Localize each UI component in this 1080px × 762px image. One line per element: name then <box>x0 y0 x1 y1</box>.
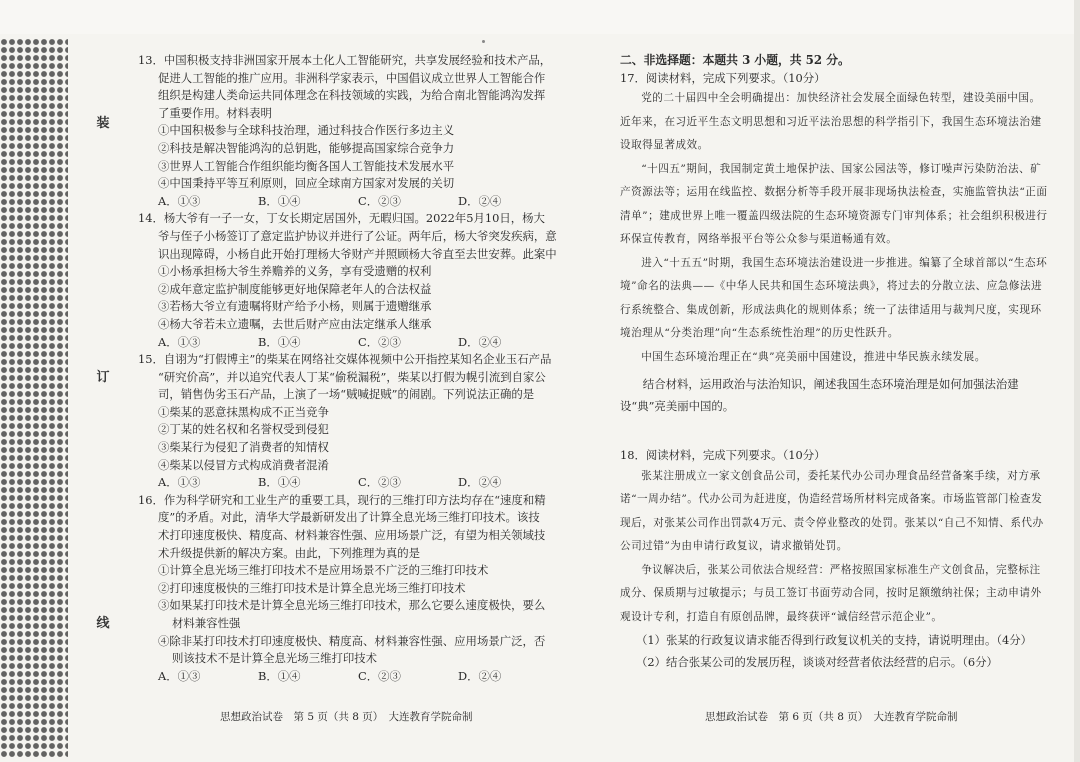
binding-mark-xian: 线 <box>96 616 110 631</box>
question-14 <box>138 210 578 351</box>
q16-option: ②打印速度极快的三维打印技术是计算全息光场三维打印技术 <box>158 580 466 595</box>
footer-right: 思想政治试卷 第 6 页（共 8 页） 大连教育学院命制 <box>705 711 958 723</box>
q16-line: 术打印速度极快、精度高、材料兼容性强、应用场景广泛，有望为相关领域技 <box>158 528 546 543</box>
q14-option: ④杨大爷若未立遗嘱，去世后财产应由法定继承人继承 <box>158 316 432 331</box>
q13-option: ②科技是解决智能鸿沟的总钥匙，能够提高国家综合竞争力 <box>158 140 455 155</box>
scan-top-band <box>0 0 1080 34</box>
choice-d: D．②④ <box>458 334 502 349</box>
q16-option: ①计算全息光场三维打印技术不是应用场景不广泛的三维打印技术 <box>158 563 489 578</box>
q17-paragraph: 党的二十届四中全会明确提出：加快经济社会发展全面绿色转型，建设美丽中国。近年来，在习近平生态文明思想和习近平法治思想的科学指引下，我国生态环境法治建设取得显著成效。 <box>620 92 1042 152</box>
q15-option: ②丁某的姓名权和名誉权受到侵犯 <box>158 422 329 437</box>
q13-option: ④中国秉持平等互利原则，回应全球南方国家对发展的关切 <box>158 176 455 191</box>
choice-a: A．①③ <box>158 193 201 208</box>
q16-line: 术升级提供新的解决方案。由此，下列推理为真的是 <box>158 545 420 560</box>
q14-line: 爷与侄子小杨签订了意定监护协议并进行了公证。两年后，杨大爷突发疾病，意 <box>158 228 557 243</box>
q13-line: 13．中国积极支持非洲国家开展本土化人工智能研究，共享发展经验和技术产品， <box>138 53 552 67</box>
choice-d: D．②④ <box>458 193 502 208</box>
choice-b: B．①④ <box>258 334 301 349</box>
q18-material <box>620 465 1050 630</box>
choice-c: C．②③ <box>358 668 401 683</box>
q15-line: 司，销售伪劣玉石产品，上演了一场“贼喊捉贼”的闹剧。下列说法正确的是 <box>158 387 535 402</box>
q14-choices <box>138 334 578 352</box>
right-column <box>620 52 1050 673</box>
q18-task: （1）张某的行政复议请求能否得到行政复议机关的支持，请说明理由。（4分） <box>636 633 1033 648</box>
choice-a: A．①③ <box>158 475 201 490</box>
choice-d: D．②④ <box>458 475 502 490</box>
choice-a: A．①③ <box>158 334 201 349</box>
question-15 <box>138 351 578 492</box>
q13-line: 了重要作用。材料表明 <box>158 105 272 120</box>
q13-line: 组织是构建人类命运共同体理念在科技领域的实践，为给合南北智能鸿沟发挥 <box>158 88 546 103</box>
q16-option: ④除非某打印技术打印速度极快、精度高、材料兼容性强、应用场景广泛，否 <box>158 633 546 648</box>
choice-b: B．①④ <box>258 668 301 683</box>
q14-option: ③若杨大爷立有遗嘱将财产给予小杨，则属于遗赠继承 <box>158 299 432 314</box>
choice-c: C．②③ <box>358 475 401 490</box>
q14-option: ①小杨承担杨大爷生养赡养的义务，享有受遗赠的权利 <box>158 264 432 279</box>
q13-option: ③世界人工智能合作组织能均衡各国人工智能技术发展水平 <box>158 158 455 173</box>
q17-task: 结合材料，运用政治与法治知识，阐述我国生态环境治理是如何加强法治建设“典”亮美丽中国的。 <box>620 377 1019 414</box>
choice-c: C．②③ <box>358 334 401 349</box>
binding-mark-ding: 订 <box>96 370 110 385</box>
q16-line: 16．作为科学研究和工业生产的重要工具，现行的三维打印方法均存在“速度和精 <box>138 492 546 507</box>
q15-option: ③柴某行为侵犯了消费者的知情权 <box>158 440 329 455</box>
choice-b: B．①④ <box>258 193 301 208</box>
q17-prompt: 17．阅读材料，完成下列要求。（10分） <box>620 70 826 85</box>
scan-speck <box>482 40 485 43</box>
q15-line: 15．自诩为“打假博主”的柴某在网络社交媒体视频中公开指控某知名企业玉石产品 <box>138 352 552 367</box>
q16-choices <box>138 668 578 686</box>
binding-dot-pattern <box>0 38 68 758</box>
q13-choices <box>138 193 578 211</box>
q15-option: ④柴某以侵冒方式构成消费者混淆 <box>158 457 329 472</box>
q17-paragraph: “十四五”期间，我国制定黄土地保护法、国家公园法等，修订噪声污染防治法、矿产资源法等；运用在线监控、数据分析等手段开展非现场执法检查，实施监管执法“正面清单”；建成世界上唯一覆盖四级法院的生态环境资源专门审判体系；社会组织积极进行环保宣传教育，网络举报平台等公众参与渠道畅通有效。 <box>620 162 1048 246</box>
choice-a: A．①③ <box>158 668 201 683</box>
q17-paragraph: 进入“十五五”时期，我国生态环境法治建设进一步推进。编纂了全球首部以“生态环境”命名的法典——《中华人民共和国生态环境法典》，将过去的分散立法、应急修法进行系统整合、集成创新，形成法典化的规则体系；统一了法律适用与裁判尺度，实现环境治理从“分类治理”向“生态系统性治理”的历史性跃升。 <box>620 256 1048 340</box>
left-column <box>138 52 578 685</box>
q14-line: 识出现障碍，小杨自此开始打理杨大爷财产并照顾杨大爷直至去世安葬。此案中 <box>158 246 557 261</box>
q17-paragraph: 中国生态环境治理正在“典”亮美丽中国建设，推进中华民族永续发展。 <box>641 350 986 363</box>
q16-line: 度”的矛盾。对此，清华大学最新研发出了计算全息光场三维打印技术。该技 <box>158 510 540 525</box>
q13-option: ①中国积极参与全球科技治理，通过科技合作医行多边主义 <box>158 123 455 138</box>
q15-line: “研究价高”，并以追究代表人丁某“偷税漏税”，柴某以打假为幌引流到自家公 <box>158 369 546 384</box>
q14-line: 14．杨大爷有一子一女，丁女长期定居国外，无暇归国。2022年5月10日，杨大 <box>138 211 545 226</box>
q18-task: （2）结合张某公司的发展历程，谈谈对经营者依法经营的启示。（6分） <box>636 655 998 670</box>
binding-mark-zhuang: 装 <box>96 116 110 131</box>
q16-option: ③如果某打印技术是计算全息光场三维打印技术，那么它要么速度极快，要么 <box>158 598 546 613</box>
footer-left: 思想政治试卷 第 5 页（共 8 页） 大连教育学院命制 <box>220 711 473 723</box>
q18-paragraph: 张某注册成立一家文创食品公司，委托某代办公司办理食品经营备案手续，对方承诺“一周办结”。代办公司为赶进度，伪造经营场所材料完成备案。市场监管部门检查发现后，对张某公司作出罚款4万元、责令停业整改的处罚。张某以“自己不知情、系代办公司过错”为由申请行政复议，请求撤销处罚。 <box>620 469 1044 553</box>
q15-choices <box>138 474 578 492</box>
q17-material <box>620 87 1050 369</box>
q16-option-cont: 则该技术不是计算全息光场三维打印技术 <box>172 651 378 666</box>
section-title: 二、非选择题：本题共 3 小题，共 52 分。 <box>620 53 850 67</box>
choice-d: D．②④ <box>458 668 502 683</box>
choice-c: C．②③ <box>358 193 401 208</box>
page-edge <box>1074 0 1080 762</box>
q14-option: ②成年意定监护制度能够更好地保障老年人的合法权益 <box>158 281 432 296</box>
q13-line: 促进人工智能的推广应用。非洲科学家表示，中国倡议成立世界人工智能合作 <box>158 70 546 85</box>
q16-option-cont: 材料兼容性强 <box>172 616 241 630</box>
choice-b: B．①④ <box>258 475 301 490</box>
q18-paragraph: 争议解决后，张某公司依法合规经营：严格按照国家标准生产文创食品，完整标注成分、保质期与过敏提示；与员工签订书面劳动合同，按时足额缴纳社保；主动申请外观设计专利，打造自有原创品牌，最终获评“诚信经营示范企业”。 <box>620 563 1042 623</box>
question-16 <box>138 492 578 686</box>
question-13 <box>138 52 578 210</box>
spacer <box>620 417 1050 447</box>
q18-prompt: 18．阅读材料，完成下列要求。（10分） <box>620 448 826 463</box>
q15-option: ①柴某的恶意抹黑构成不正当竞争 <box>158 404 329 419</box>
